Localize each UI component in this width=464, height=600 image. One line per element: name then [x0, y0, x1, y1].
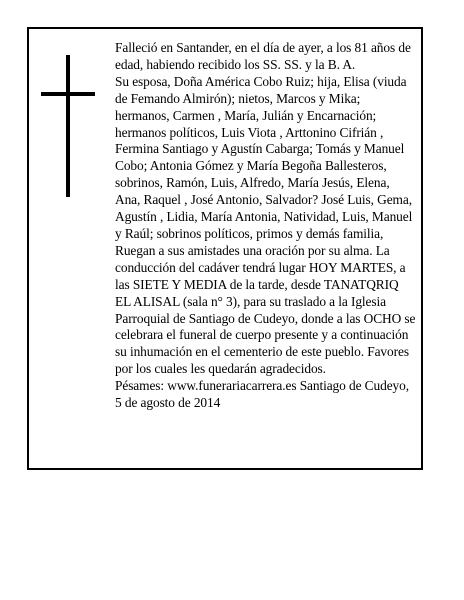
- cross-horizontal-bar: [41, 92, 95, 96]
- notice-condolences: Pésames: www.funerariacarrera.es Santiago de Cudeyo, 5 de agosto de 2014: [115, 378, 409, 411]
- latin-cross-icon: [41, 55, 95, 197]
- notice-family-list: Su esposa, Doña América Cobo Ruiz; hija, Elisa (viuda de Femando Almirón); nietos, Marcos y Mika; hermanos, Carmen , María, Julián y Encarnación; hermanos políticos, Luis Viota , Arttonino Cifrián , Fermina Santiago y Agustín Cabarga; Tomás y Manuel Cobo; Antonia Gómez y María Begoña Ballesteros, sobrinos, Ramón, Luis, Alfredo, María Jesús, Elena, Ana, Raquel , José Antonio, Salvador? José Luis, Gema, Agustín , Lidia, María Antonia, Natividad, Luis, Manuel y Raúl; sobrinos políticos, primos y demás familia,: [115, 73, 413, 241]
- notice-death-announcement: Falleció en Santander, en el día de ayer, a los 81 años de edad, habiendo recibido los SS. SS. y la B. A.: [115, 40, 411, 72]
- cross-vertical-bar: [66, 55, 70, 197]
- notice-body: [115, 40, 417, 412]
- notice-funeral-details: Ruegan a sus amistades una oración por su alma. La conducción del cadáver tendrá lugar HOY MARTES, a las SIETE Y MEDIA de la tarde, desde TANATQRIQ EL ALISAL (sala n° 3), para su traslado a la Iglesia Parroquial de Santiago de Cudeyo, donde a las OCHO se celebrara el funeral de cuerpo presente y a continuación su inhumación en el cementerio de este pueblo. Favores por los cuales les quedarán agradecidos.: [115, 242, 416, 377]
- obituary-notice: [27, 27, 423, 470]
